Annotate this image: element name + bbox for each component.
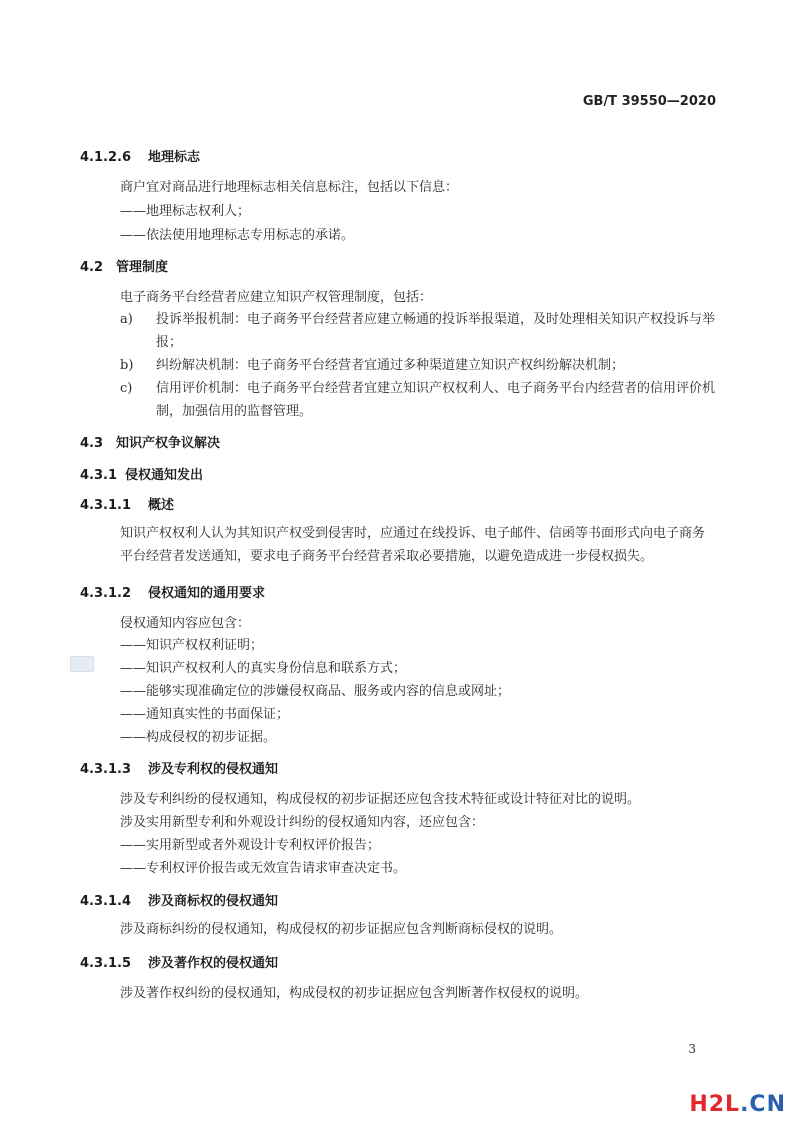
section-title: 地理标志 xyxy=(148,150,201,165)
paragraph: 涉及专利纠纷的侵权通知，构成侵权的初步证据还应包含技术特征或设计特征对比的说明。 xyxy=(120,792,641,807)
section-title: 管理制度 xyxy=(116,260,169,275)
list-item: ——通知真实性的书面保证； xyxy=(120,707,290,722)
section-number: 4.3 xyxy=(80,436,104,451)
section-title: 知识产权争议解决 xyxy=(116,436,221,451)
section-number: 4.3.1.3 xyxy=(80,762,131,777)
section-number: 4.3.1.5 xyxy=(80,956,131,971)
section-heading-4-3-1-3 xyxy=(80,758,278,777)
list-item: ——知识产权权利证明； xyxy=(120,638,264,653)
list-item-c xyxy=(120,377,716,423)
standard-code: GB/T 39550—2020 xyxy=(582,94,716,109)
section-number: 4.3.1.1 xyxy=(80,498,131,513)
paragraph: 电子商务平台经营者应建立知识产权管理制度，包括： xyxy=(120,290,433,305)
paragraph: 商户宜对商品进行地理标志相关信息标注，包括以下信息： xyxy=(120,180,459,195)
section-heading-4-3 xyxy=(80,432,220,451)
list-marker: c) xyxy=(120,381,133,396)
paragraph: 知识产权权利人认为其知识产权受到侵害时，应通过在线投诉、电子邮件、信函等书面形式向电子商务平台经营者发送通知，要求电子商务平台经营者采取必要措施，以避免造成进一步侵权损失。 xyxy=(120,526,706,564)
section-heading-4-3-1-5 xyxy=(80,952,278,971)
section-title: 侵权通知发出 xyxy=(125,468,204,483)
section-number: 4.1.2.6 xyxy=(80,150,131,165)
section-title: 涉及专利权的侵权通知 xyxy=(148,762,279,777)
list-item: ——专利权评价报告或无效宣告请求审查决定书。 xyxy=(120,861,407,876)
section-heading-4-3-1 xyxy=(80,464,203,483)
paragraph: 侵权通知内容应包含： xyxy=(120,616,251,631)
section-heading-4-3-1-4 xyxy=(80,890,278,909)
paragraph: 涉及实用新型专利和外观设计纠纷的侵权通知内容，还应包含： xyxy=(120,815,485,830)
list-marker: b) xyxy=(120,358,134,373)
paragraph: 涉及商标纠纷的侵权通知，构成侵权的初步证据应包含判断商标侵权的说明。 xyxy=(120,922,563,937)
section-number: 4.3.1.2 xyxy=(80,586,131,601)
list-item: ——构成侵权的初步证据。 xyxy=(120,730,277,745)
list-marker: a) xyxy=(120,312,133,327)
section-heading-4-3-1-1 xyxy=(80,494,174,513)
list-text: 纠纷解决机制：电子商务平台经营者宜通过多种渠道建立知识产权纠纷解决机制； xyxy=(156,358,625,373)
section-number: 4.3.1 xyxy=(80,468,118,483)
section-heading-4-1-2-6 xyxy=(80,146,200,165)
list-item-b xyxy=(120,354,716,377)
watermark-logo: H2L.CN xyxy=(689,1092,786,1117)
list-text: 信用评价机制：电子商务平台经营者宜建立知识产权权利人、电子商务平台内经营者的信用评价机制，加强信用的监督管理。 xyxy=(156,381,716,419)
section-heading-4-2 xyxy=(80,256,168,275)
list-item: ——实用新型或者外观设计专利权评价报告； xyxy=(120,838,381,853)
section-title: 涉及商标权的侵权通知 xyxy=(148,894,279,909)
page-number: 3 xyxy=(688,1042,696,1056)
section-number: 4.2 xyxy=(80,260,104,275)
list-text: 投诉举报机制：电子商务平台经营者应建立畅通的投诉举报渠道，及时处理相关知识产权投诉与举报； xyxy=(156,312,716,350)
paragraph: 涉及著作权纠纷的侵权通知，构成侵权的初步证据应包含判断著作权侵权的说明。 xyxy=(120,986,589,1001)
section-title: 概述 xyxy=(148,498,175,513)
list-item: ——依法使用地理标志专用标志的承诺。 xyxy=(120,228,355,243)
section-heading-4-3-1-2 xyxy=(80,582,265,601)
stamp-mark xyxy=(70,656,94,672)
section-title: 侵权通知的通用要求 xyxy=(148,586,266,601)
list-item: ——知识产权权利人的真实身份信息和联系方式； xyxy=(120,661,407,676)
section-title: 涉及著作权的侵权通知 xyxy=(148,956,279,971)
list-item-a xyxy=(120,308,716,354)
list-item: ——地理标志权利人； xyxy=(120,204,251,219)
list-item: ——能够实现准确定位的涉嫌侵权商品、服务或内容的信息或网址； xyxy=(120,684,511,699)
section-number: 4.3.1.4 xyxy=(80,894,131,909)
